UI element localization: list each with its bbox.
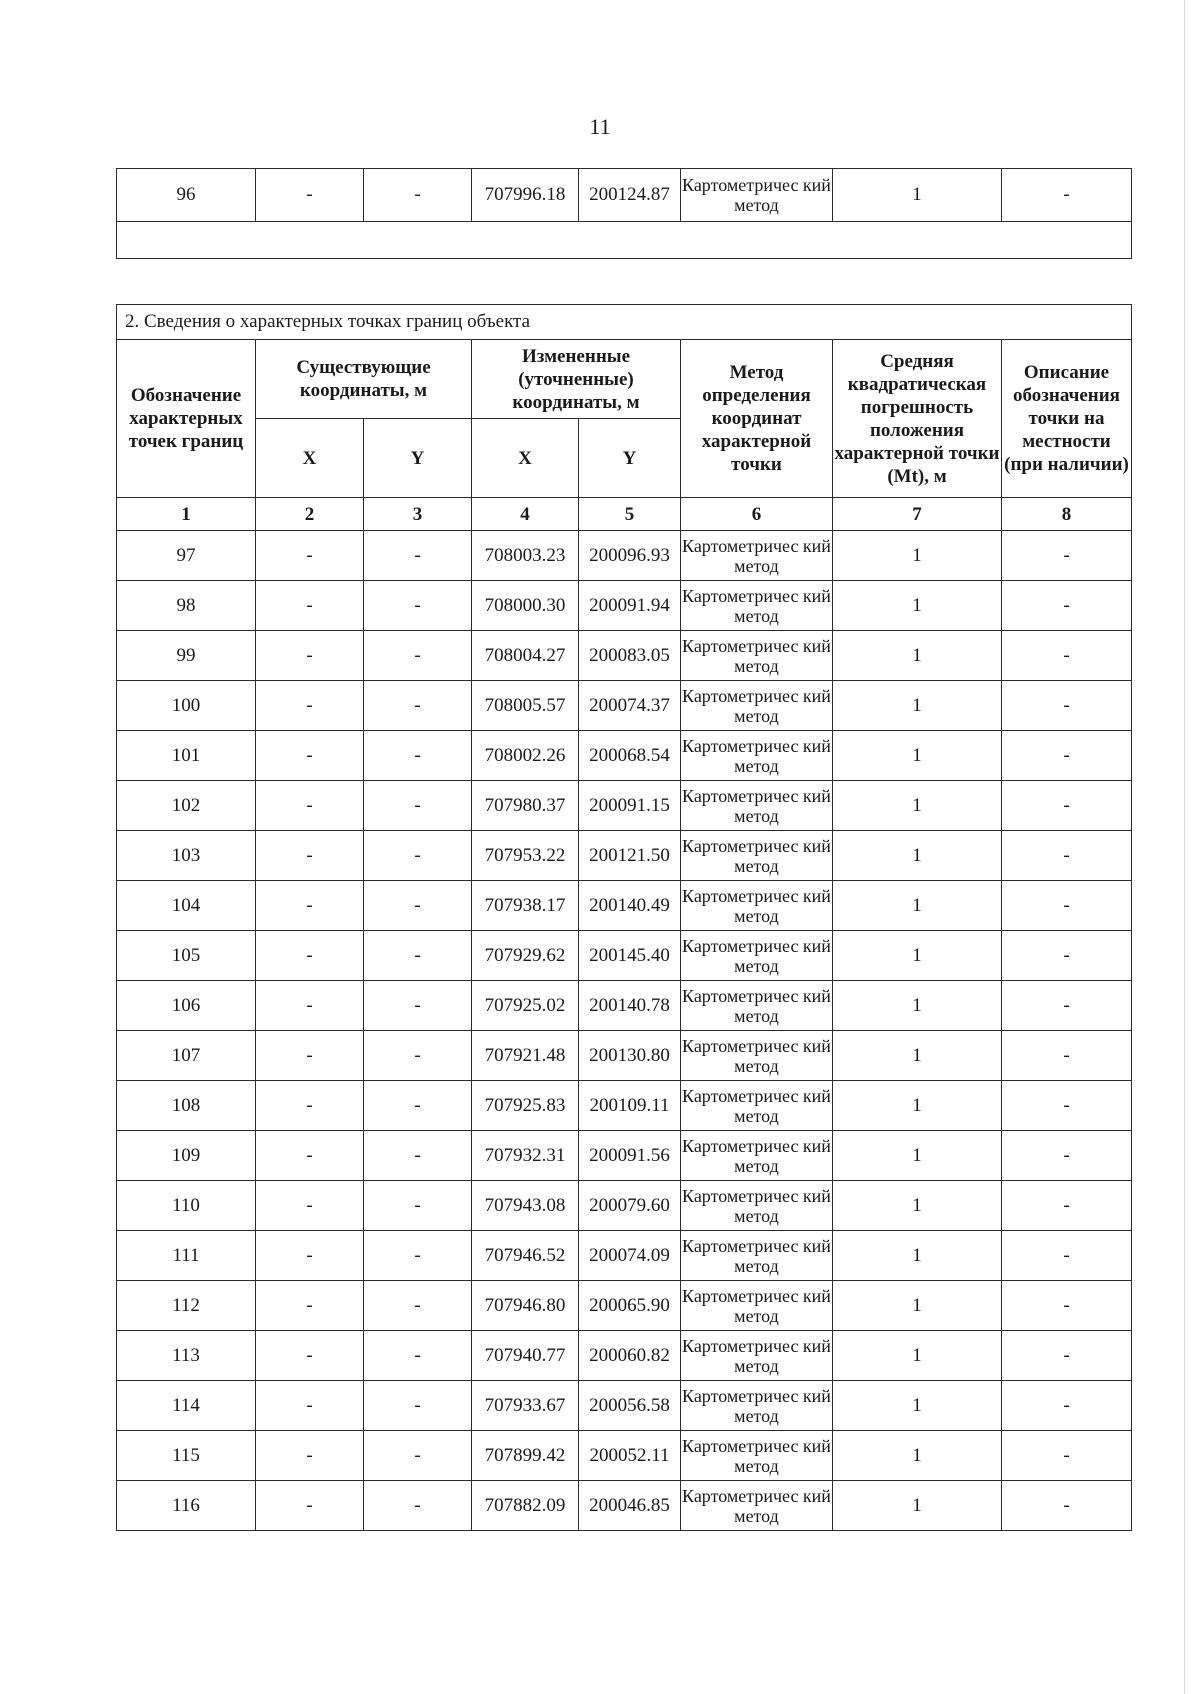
table-row — [117, 1181, 1132, 1231]
point-cell: 101 — [117, 731, 256, 781]
header-changed-y: Y — [579, 419, 681, 498]
mt-cell: 1 — [833, 981, 1002, 1031]
new-x-cell: 707921.48 — [472, 1031, 579, 1081]
existing-y-cell: - — [364, 169, 472, 222]
existing-x-cell: - — [256, 1481, 364, 1531]
existing-y-cell: - — [364, 1231, 472, 1281]
existing-x-cell: - — [256, 1131, 364, 1181]
existing-y-cell: - — [364, 831, 472, 881]
method-cell: Картометричес кий метод — [681, 931, 833, 981]
mt-cell: 1 — [833, 731, 1002, 781]
table-row — [117, 881, 1132, 931]
point-cell: 100 — [117, 681, 256, 731]
new-y-cell: 200052.11 — [579, 1431, 681, 1481]
point-cell: 97 — [117, 531, 256, 581]
point-cell: 103 — [117, 831, 256, 881]
mt-cell: 1 — [833, 781, 1002, 831]
existing-x-cell: - — [256, 1331, 364, 1381]
existing-y-cell: - — [364, 1331, 472, 1381]
point-cell: 99 — [117, 631, 256, 681]
mt-cell: 1 — [833, 1181, 1002, 1231]
method-cell: Картометричес кий метод — [681, 731, 833, 781]
description-cell: - — [1002, 881, 1132, 931]
method-cell: Картометричес кий метод — [681, 1031, 833, 1081]
method-cell: Картометричес кий метод — [681, 1081, 833, 1131]
new-x-cell: 707925.83 — [472, 1081, 579, 1131]
point-cell: 104 — [117, 881, 256, 931]
new-y-cell: 200121.50 — [579, 831, 681, 881]
mt-cell: 1 — [833, 631, 1002, 681]
method-cell: Картометричес кий метод — [681, 581, 833, 631]
description-cell: - — [1002, 531, 1132, 581]
point-cell: 114 — [117, 1381, 256, 1431]
column-number: 7 — [833, 498, 1002, 531]
description-cell: - — [1002, 781, 1132, 831]
column-number: 2 — [256, 498, 364, 531]
new-y-cell: 200140.49 — [579, 881, 681, 931]
point-cell: 110 — [117, 1181, 256, 1231]
method-cell: Картометричес кий метод — [681, 631, 833, 681]
existing-x-cell: - — [256, 731, 364, 781]
table-title: 2. Сведения о характерных точках границ объекта — [117, 305, 1132, 340]
page-edge — [1184, 0, 1185, 1694]
description-cell: - — [1002, 169, 1132, 222]
mt-cell: 1 — [833, 1131, 1002, 1181]
existing-y-cell: - — [364, 731, 472, 781]
method-cell: Картометричес кий метод — [681, 1481, 833, 1531]
method-cell: Картометричес кий метод — [681, 1431, 833, 1481]
new-y-cell: 200074.37 — [579, 681, 681, 731]
table-row — [117, 1381, 1132, 1431]
new-x-cell: 707946.52 — [472, 1231, 579, 1281]
new-y-cell: 200109.11 — [579, 1081, 681, 1131]
method-cell: Картометричес кий метод — [681, 531, 833, 581]
new-y-cell: 200068.54 — [579, 731, 681, 781]
point-cell: 111 — [117, 1231, 256, 1281]
column-number: 4 — [472, 498, 579, 531]
method-cell: Картометричес кий метод — [681, 1281, 833, 1331]
new-y-cell: 200130.80 — [579, 1031, 681, 1081]
mt-cell: 1 — [833, 1031, 1002, 1081]
boundary-points-table — [116, 304, 1132, 1531]
new-x-cell: 707943.08 — [472, 1181, 579, 1231]
empty-cell — [117, 222, 1132, 259]
mt-cell: 1 — [833, 681, 1002, 731]
point-cell: 98 — [117, 581, 256, 631]
existing-y-cell: - — [364, 1031, 472, 1081]
new-y-cell: 200056.58 — [579, 1381, 681, 1431]
new-x-cell: 707953.22 — [472, 831, 579, 881]
existing-x-cell: - — [256, 1381, 364, 1431]
new-y-cell: 200124.87 — [579, 169, 681, 222]
table-row — [117, 1431, 1132, 1481]
description-cell: - — [1002, 981, 1132, 1031]
description-cell: - — [1002, 1231, 1132, 1281]
mt-cell: 1 — [833, 169, 1002, 222]
table-row — [117, 831, 1132, 881]
existing-x-cell: - — [256, 681, 364, 731]
description-cell: - — [1002, 931, 1132, 981]
point-cell: 105 — [117, 931, 256, 981]
new-x-cell: 708003.23 — [472, 531, 579, 581]
new-y-cell: 200140.78 — [579, 981, 681, 1031]
existing-x-cell: - — [256, 1081, 364, 1131]
existing-y-cell: - — [364, 1381, 472, 1431]
point-cell: 116 — [117, 1481, 256, 1531]
existing-x-cell: - — [256, 169, 364, 222]
new-y-cell: 200091.56 — [579, 1131, 681, 1181]
existing-y-cell: - — [364, 881, 472, 931]
new-x-cell: 707933.67 — [472, 1381, 579, 1431]
header-designation: Обозначение характерных точек границ — [117, 340, 256, 498]
mt-cell: 1 — [833, 1331, 1002, 1381]
new-x-cell: 707980.37 — [472, 781, 579, 831]
existing-y-cell: - — [364, 581, 472, 631]
table-row — [117, 631, 1132, 681]
table-row — [117, 1481, 1132, 1531]
header-existing-y: Y — [364, 419, 472, 498]
new-x-cell: 707940.77 — [472, 1331, 579, 1381]
table-row — [117, 931, 1132, 981]
new-x-cell: 707882.09 — [472, 1481, 579, 1531]
method-cell: Картометричес кий метод — [681, 681, 833, 731]
table-row — [117, 1281, 1132, 1331]
mt-cell: 1 — [833, 1081, 1002, 1131]
new-y-cell: 200060.82 — [579, 1331, 681, 1381]
table-row — [117, 531, 1132, 581]
existing-x-cell: - — [256, 981, 364, 1031]
description-cell: - — [1002, 631, 1132, 681]
mt-cell: 1 — [833, 831, 1002, 881]
existing-y-cell: - — [364, 931, 472, 981]
point-cell: 109 — [117, 1131, 256, 1181]
new-y-cell: 200091.15 — [579, 781, 681, 831]
method-cell: Картометричес кий метод — [681, 831, 833, 881]
page-number: 11 — [589, 114, 611, 139]
existing-y-cell: - — [364, 1481, 472, 1531]
new-y-cell: 200079.60 — [579, 1181, 681, 1231]
column-number: 6 — [681, 498, 833, 531]
new-x-cell: 707996.18 — [472, 169, 579, 222]
existing-x-cell: - — [256, 631, 364, 681]
header-changed-coords: Измененные (уточненные) координаты, м — [472, 340, 681, 419]
method-cell: Картометричес кий метод — [681, 881, 833, 931]
method-cell: Картометричес кий метод — [681, 981, 833, 1031]
table-row — [117, 731, 1132, 781]
new-x-cell: 707946.80 — [472, 1281, 579, 1331]
existing-y-cell: - — [364, 981, 472, 1031]
table-row — [117, 781, 1132, 831]
existing-x-cell: - — [256, 781, 364, 831]
method-cell: Картометричес кий метод — [681, 1331, 833, 1381]
mt-cell: 1 — [833, 1231, 1002, 1281]
existing-y-cell: - — [364, 1131, 472, 1181]
new-y-cell: 200065.90 — [579, 1281, 681, 1331]
existing-x-cell: - — [256, 931, 364, 981]
point-cell: 112 — [117, 1281, 256, 1331]
table-row — [117, 1081, 1132, 1131]
table-row — [117, 1031, 1132, 1081]
existing-y-cell: - — [364, 631, 472, 681]
new-x-cell: 708002.26 — [472, 731, 579, 781]
existing-y-cell: - — [364, 681, 472, 731]
method-cell: Картометричес кий метод — [681, 781, 833, 831]
description-cell: - — [1002, 1081, 1132, 1131]
table-row — [117, 681, 1132, 731]
mt-cell: 1 — [833, 531, 1002, 581]
new-y-cell: 200145.40 — [579, 931, 681, 981]
mt-cell: 1 — [833, 1281, 1002, 1331]
existing-x-cell: - — [256, 581, 364, 631]
mt-cell: 1 — [833, 1481, 1002, 1531]
header-mt: Средняя квадратическая погрешность положения характерной точки (Mt), м — [833, 340, 1002, 498]
method-cell: Картометричес кий метод — [681, 169, 833, 222]
description-cell: - — [1002, 831, 1132, 881]
existing-x-cell: - — [256, 831, 364, 881]
existing-x-cell: - — [256, 531, 364, 581]
description-cell: - — [1002, 1481, 1132, 1531]
description-cell: - — [1002, 731, 1132, 781]
new-y-cell: 200083.05 — [579, 631, 681, 681]
mt-cell: 1 — [833, 881, 1002, 931]
description-cell: - — [1002, 1431, 1132, 1481]
table-row — [117, 169, 1132, 222]
table-row — [117, 1231, 1132, 1281]
existing-x-cell: - — [256, 1231, 364, 1281]
table-row — [117, 1331, 1132, 1381]
table-row — [117, 581, 1132, 631]
method-cell: Картометричес кий метод — [681, 1381, 833, 1431]
header-existing-x: X — [256, 419, 364, 498]
description-cell: - — [1002, 581, 1132, 631]
method-cell: Картометричес кий метод — [681, 1131, 833, 1181]
column-number: 5 — [579, 498, 681, 531]
header-description: Описание обозначения точки на местности (при наличии) — [1002, 340, 1132, 498]
description-cell: - — [1002, 1331, 1132, 1381]
existing-x-cell: - — [256, 1281, 364, 1331]
column-number: 3 — [364, 498, 472, 531]
existing-y-cell: - — [364, 1281, 472, 1331]
description-cell: - — [1002, 1031, 1132, 1081]
description-cell: - — [1002, 681, 1132, 731]
new-x-cell: 707929.62 — [472, 931, 579, 981]
new-x-cell: 708000.30 — [472, 581, 579, 631]
point-cell: 115 — [117, 1431, 256, 1481]
header-existing-coords: Существующие координаты, м — [256, 340, 472, 419]
column-number: 8 — [1002, 498, 1132, 531]
new-x-cell: 707932.31 — [472, 1131, 579, 1181]
new-y-cell: 200091.94 — [579, 581, 681, 631]
new-x-cell: 707925.02 — [472, 981, 579, 1031]
column-number-row — [117, 498, 1132, 531]
existing-x-cell: - — [256, 1431, 364, 1481]
mt-cell: 1 — [833, 1431, 1002, 1481]
method-cell: Картометричес кий метод — [681, 1181, 833, 1231]
header-changed-x: X — [472, 419, 579, 498]
existing-y-cell: - — [364, 1431, 472, 1481]
point-cell: 113 — [117, 1331, 256, 1381]
new-x-cell: 708005.57 — [472, 681, 579, 731]
description-cell: - — [1002, 1281, 1132, 1331]
existing-y-cell: - — [364, 781, 472, 831]
new-y-cell: 200096.93 — [579, 531, 681, 581]
point-cell: 108 — [117, 1081, 256, 1131]
description-cell: - — [1002, 1181, 1132, 1231]
existing-x-cell: - — [256, 881, 364, 931]
existing-x-cell: - — [256, 1031, 364, 1081]
mt-cell: 1 — [833, 1381, 1002, 1431]
point-cell: 107 — [117, 1031, 256, 1081]
existing-y-cell: - — [364, 1081, 472, 1131]
table-row — [117, 1131, 1132, 1181]
point-cell: 96 — [117, 169, 256, 222]
description-cell: - — [1002, 1131, 1132, 1181]
new-y-cell: 200074.09 — [579, 1231, 681, 1281]
existing-x-cell: - — [256, 1181, 364, 1231]
table-empty-row — [117, 222, 1132, 259]
new-x-cell: 707938.17 — [472, 881, 579, 931]
method-cell: Картометричес кий метод — [681, 1231, 833, 1281]
point-cell: 106 — [117, 981, 256, 1031]
existing-y-cell: - — [364, 531, 472, 581]
description-cell: - — [1002, 1381, 1132, 1431]
continuation-table — [116, 168, 1132, 259]
table-row — [117, 981, 1132, 1031]
new-x-cell: 707899.42 — [472, 1431, 579, 1481]
header-method: Метод определения координат характерной точки — [681, 340, 833, 498]
mt-cell: 1 — [833, 931, 1002, 981]
new-y-cell: 200046.85 — [579, 1481, 681, 1531]
column-number: 1 — [117, 498, 256, 531]
new-x-cell: 708004.27 — [472, 631, 579, 681]
mt-cell: 1 — [833, 581, 1002, 631]
existing-y-cell: - — [364, 1181, 472, 1231]
point-cell: 102 — [117, 781, 256, 831]
